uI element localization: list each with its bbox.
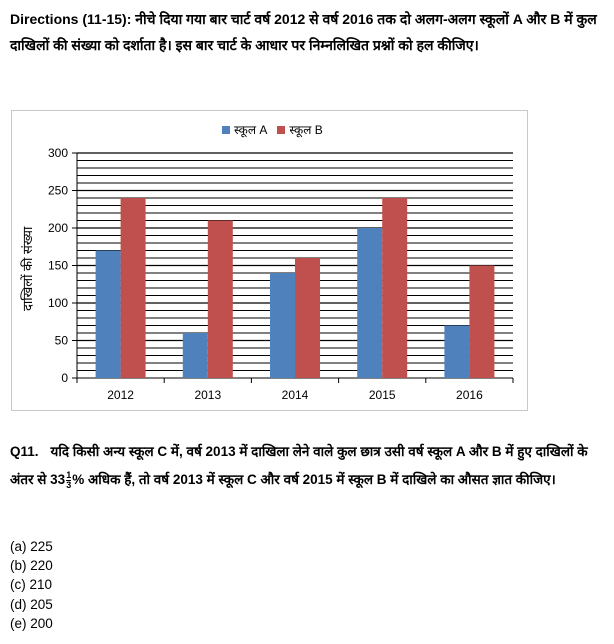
bar-school-a [183, 333, 208, 378]
option-d[interactable]: (d) 205 [10, 596, 53, 612]
x-tick-label: 2012 [107, 388, 134, 402]
x-tick-label: 2014 [281, 388, 309, 402]
y-tick-label: 250 [47, 183, 68, 198]
y-axis-label: दाखिलों की संख्या [20, 226, 35, 311]
y-tick-label: 100 [47, 296, 68, 310]
bar-school-b [121, 198, 146, 378]
bar-chart [11, 110, 528, 411]
fraction-numerator: 1 [66, 469, 72, 480]
question-text-before: यदि किसी अन्य स्कूल C में, वर्ष 2013 में दाखिला लेने वाले कुल छात्र उसी वर्ष स्कूल A और B में हुए दाखिलों के अंतर से 33 [10, 444, 588, 487]
bar-school-a [96, 251, 121, 379]
option-e[interactable]: (e) 200 [10, 615, 53, 631]
option-a[interactable]: (a) 225 [10, 539, 53, 554]
question-number: Q11. [10, 444, 39, 459]
question-text-after: % अधिक हैं, तो वर्ष 2013 में स्कूल C और वर्ष 2015 में स्कूल B में दाखिले का औसत ज्ञात कीजिए। [72, 472, 556, 487]
bar-school-a [270, 273, 295, 378]
question-block [10, 438, 600, 494]
directions-body: नीचे दिया गया बार चार्ट वर्ष 2012 से वर्ष 2016 तक दो अलग-अलग स्कूलों A और B में कुल दाखिलों की संख्या को दर्शाता है। इस बार चार्ट के आधार पर निम्नलिखित प्रश्नों को हल कीजिए। [10, 11, 597, 53]
bar-school-a [444, 326, 469, 379]
bar-school-b [295, 258, 320, 378]
chart-plot [12, 111, 527, 410]
y-tick-label: 0 [61, 371, 68, 385]
fraction-denominator: 3 [66, 479, 72, 490]
bar-school-a [357, 228, 382, 378]
option-b[interactable]: (b) 220 [10, 558, 53, 574]
fraction-one-third [66, 471, 71, 490]
bar-school-b [382, 198, 407, 378]
bar-school-b [208, 221, 233, 379]
y-tick-label: 200 [47, 221, 68, 235]
directions-prefix: Directions (11-15): [10, 11, 132, 27]
y-tick-label: 150 [47, 258, 68, 273]
directions-text [10, 6, 604, 58]
answer-options [10, 537, 53, 633]
y-tick-label: 50 [54, 333, 68, 348]
legend-label-school-a: स्कूल A [234, 123, 268, 137]
y-tick-label: 300 [47, 146, 68, 160]
legend-label-school-b: स्कूल B [289, 123, 323, 137]
x-tick-label: 2015 [368, 388, 396, 402]
option-c[interactable]: (c) 210 [10, 577, 53, 593]
x-tick-label: 2013 [194, 388, 222, 402]
bar-school-b [469, 266, 494, 379]
x-tick-label: 2016 [456, 388, 483, 402]
